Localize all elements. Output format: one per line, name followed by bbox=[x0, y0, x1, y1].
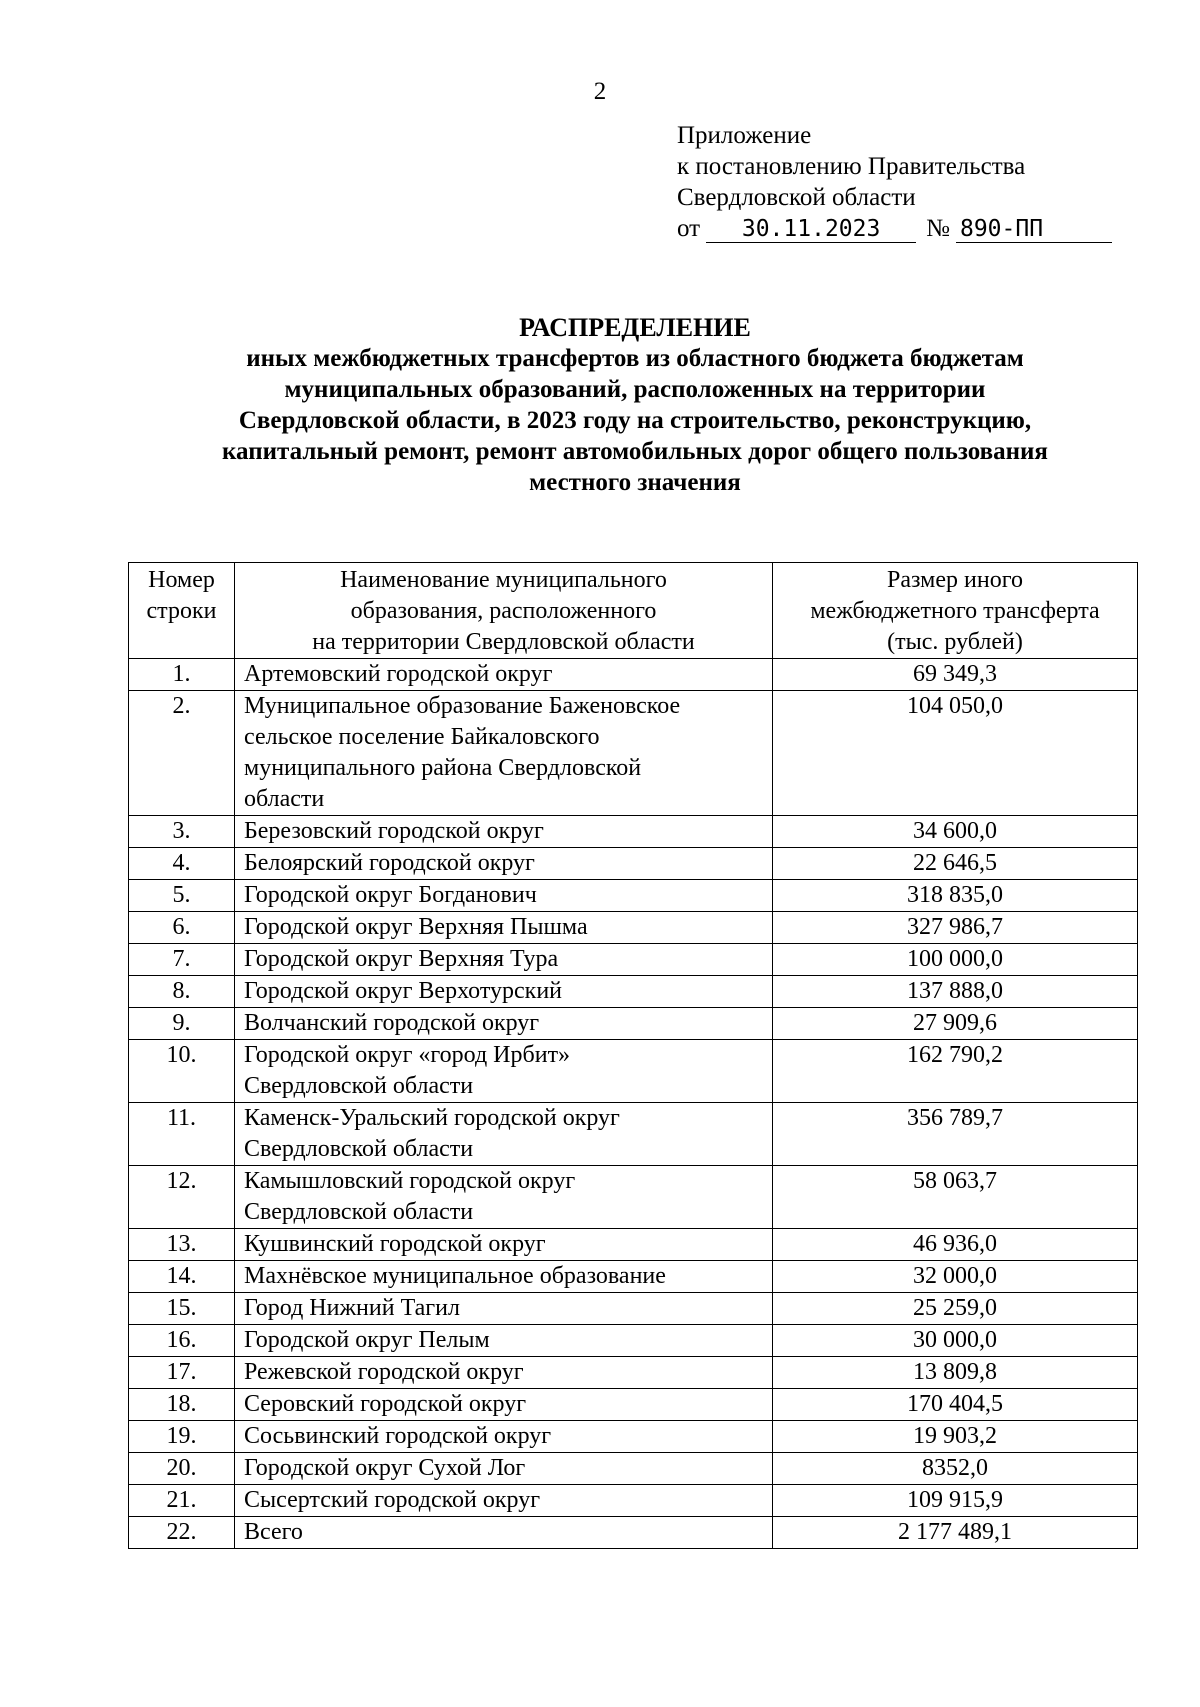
municipality-name-cell bbox=[235, 912, 773, 944]
municipality-name-cell bbox=[235, 944, 773, 976]
municipality-name-line: Камышловский городской округ bbox=[244, 1168, 576, 1194]
municipality-name-cell bbox=[235, 848, 773, 880]
row-number-cell: 11. bbox=[129, 1103, 235, 1166]
municipality-name-line: Режевской городской округ bbox=[244, 1359, 524, 1385]
appendix-line-3: Свердловской области bbox=[677, 184, 916, 211]
title-line: иных межбюджетных трансфертов из областного бюджета бюджетам bbox=[246, 345, 1024, 372]
transfer-amount-cell: 27 909,6 bbox=[773, 1008, 1138, 1040]
appendix-line-2: к постановлению Правительства bbox=[677, 153, 1026, 180]
municipality-name-cell bbox=[235, 1453, 773, 1485]
table-row bbox=[129, 944, 1138, 976]
municipality-name-line: Свердловской области bbox=[244, 1199, 474, 1225]
table-row bbox=[129, 1103, 1138, 1166]
municipality-name-cell bbox=[235, 1485, 773, 1517]
transfer-amount-cell: 30 000,0 bbox=[773, 1325, 1138, 1357]
row-number-cell: 5. bbox=[129, 880, 235, 912]
transfer-amount-cell: 2 177 489,1 bbox=[773, 1517, 1138, 1549]
transfer-amount-cell: 109 915,9 bbox=[773, 1485, 1138, 1517]
municipality-name-line: Белоярский городской округ bbox=[244, 850, 535, 876]
municipality-name-line: Городской округ Верхотурский bbox=[244, 978, 563, 1004]
municipality-name-line: Кушвинский городской округ bbox=[244, 1231, 546, 1257]
municipality-name-cell bbox=[235, 659, 773, 691]
transfer-amount-cell: 318 835,0 bbox=[773, 880, 1138, 912]
table-row bbox=[129, 1389, 1138, 1421]
table-row bbox=[129, 1008, 1138, 1040]
transfer-amount-cell: 19 903,2 bbox=[773, 1421, 1138, 1453]
row-number-cell: 20. bbox=[129, 1453, 235, 1485]
municipality-name-line: сельское поселение Байкаловского bbox=[244, 724, 600, 750]
table-row bbox=[129, 1229, 1138, 1261]
transfer-amount-cell: 356 789,7 bbox=[773, 1103, 1138, 1166]
municipality-name-line: Серовский городской округ bbox=[244, 1391, 527, 1417]
municipality-name-line: Волчанский городской округ bbox=[244, 1010, 540, 1036]
row-number-cell: 6. bbox=[129, 912, 235, 944]
municipality-name-cell bbox=[235, 691, 773, 816]
municipality-name-line: Всего bbox=[244, 1519, 303, 1545]
municipality-name-line: Городской округ Пелым bbox=[244, 1327, 490, 1353]
transfer-amount-cell: 22 646,5 bbox=[773, 848, 1138, 880]
table-row bbox=[129, 848, 1138, 880]
municipality-name-cell bbox=[235, 1008, 773, 1040]
row-number-cell: 15. bbox=[129, 1293, 235, 1325]
municipality-name-cell bbox=[235, 1040, 773, 1103]
distribution-table bbox=[128, 562, 1138, 1549]
document-title bbox=[150, 312, 1120, 498]
header-transfer-amount: Размер иного межбюджетного трансферта (тыс. рублей) bbox=[773, 563, 1138, 659]
row-number-cell: 18. bbox=[129, 1389, 235, 1421]
table-row bbox=[129, 1421, 1138, 1453]
row-number-cell: 14. bbox=[129, 1261, 235, 1293]
municipality-name-cell bbox=[235, 880, 773, 912]
document-number: 890-ПП bbox=[956, 216, 1112, 243]
municipality-name-line: области bbox=[244, 786, 325, 812]
table-row bbox=[129, 1325, 1138, 1357]
municipality-name-cell bbox=[235, 1229, 773, 1261]
title-line: муниципальных образований, расположенных на территории bbox=[284, 376, 986, 403]
transfer-amount-cell: 170 404,5 bbox=[773, 1389, 1138, 1421]
header-municipality-name: Наименование муниципального образования, расположенного на территории Свердловской области bbox=[235, 563, 773, 659]
row-number-cell: 17. bbox=[129, 1357, 235, 1389]
municipality-name-cell bbox=[235, 1357, 773, 1389]
municipality-name-cell bbox=[235, 1261, 773, 1293]
transfer-amount-cell: 34 600,0 bbox=[773, 816, 1138, 848]
municipality-name-line: Городской округ Богданович bbox=[244, 882, 537, 908]
appendix-line-1: Приложение bbox=[677, 122, 812, 149]
appendix-date-line bbox=[677, 213, 1112, 244]
transfer-amount-cell: 137 888,0 bbox=[773, 976, 1138, 1008]
table-row bbox=[129, 659, 1138, 691]
municipality-name-line: Каменск-Уральский городской округ bbox=[244, 1105, 620, 1131]
table-row bbox=[129, 816, 1138, 848]
row-number-cell: 7. bbox=[129, 944, 235, 976]
transfer-amount-cell: 104 050,0 bbox=[773, 691, 1138, 816]
municipality-name-line: Городской округ Верхняя Тура bbox=[244, 946, 559, 972]
transfer-amount-cell: 327 986,7 bbox=[773, 912, 1138, 944]
row-number-cell: 12. bbox=[129, 1166, 235, 1229]
row-number-cell: 13. bbox=[129, 1229, 235, 1261]
table-row bbox=[129, 912, 1138, 944]
row-number-cell: 10. bbox=[129, 1040, 235, 1103]
title-line: Свердловской области, в 2023 году на строительство, реконструкцию, bbox=[238, 407, 1032, 434]
title-line: капитальный ремонт, ремонт автомобильных дорог общего пользования bbox=[222, 438, 1048, 465]
table-row bbox=[129, 1485, 1138, 1517]
municipality-name-cell bbox=[235, 1389, 773, 1421]
municipality-name-line: Махнёвское муниципальное образование bbox=[244, 1263, 666, 1289]
table-row bbox=[129, 976, 1138, 1008]
municipality-name-cell bbox=[235, 1293, 773, 1325]
municipality-name-line: Свердловской области bbox=[244, 1073, 474, 1099]
title-line: местного значения bbox=[529, 469, 741, 496]
transfer-amount-cell: 100 000,0 bbox=[773, 944, 1138, 976]
municipality-name-line: Свердловской области bbox=[244, 1136, 474, 1162]
row-number-cell: 9. bbox=[129, 1008, 235, 1040]
municipality-name-cell bbox=[235, 1421, 773, 1453]
municipality-name-cell bbox=[235, 976, 773, 1008]
header-row-number: Номер строки bbox=[129, 563, 235, 659]
number-prefix: № bbox=[926, 215, 950, 242]
row-number-cell: 8. bbox=[129, 976, 235, 1008]
table-row bbox=[129, 1357, 1138, 1389]
transfer-amount-cell: 58 063,7 bbox=[773, 1166, 1138, 1229]
transfer-amount-cell: 32 000,0 bbox=[773, 1261, 1138, 1293]
municipality-name-line: Городской округ «город Ирбит» bbox=[244, 1042, 571, 1068]
municipality-name-cell bbox=[235, 1325, 773, 1357]
row-number-cell: 1. bbox=[129, 659, 235, 691]
municipality-name-cell bbox=[235, 1517, 773, 1549]
row-number-cell: 22. bbox=[129, 1517, 235, 1549]
title-heading: РАСПРЕДЕЛЕНИЕ bbox=[519, 313, 751, 342]
municipality-name-line: Городской округ Сухой Лог bbox=[244, 1455, 526, 1481]
table-row bbox=[129, 1040, 1138, 1103]
table-row bbox=[129, 1453, 1138, 1485]
table-row bbox=[129, 1261, 1138, 1293]
municipality-name-line: Городской округ Верхняя Пышма bbox=[244, 914, 588, 940]
municipality-name-line: муниципального района Свердловской bbox=[244, 755, 642, 781]
municipality-name-line: Артемовский городской округ bbox=[244, 661, 553, 687]
transfer-amount-cell: 69 349,3 bbox=[773, 659, 1138, 691]
transfer-amount-cell: 13 809,8 bbox=[773, 1357, 1138, 1389]
municipality-name-line: Березовский городской округ bbox=[244, 818, 544, 844]
row-number-cell: 3. bbox=[129, 816, 235, 848]
row-number-cell: 16. bbox=[129, 1325, 235, 1357]
row-number-cell: 19. bbox=[129, 1421, 235, 1453]
municipality-name-line: Сысертский городской округ bbox=[244, 1487, 541, 1513]
municipality-name-line: Муниципальное образование Баженовское bbox=[244, 693, 681, 719]
document-date: 30.11.2023 bbox=[706, 216, 916, 243]
appendix-block bbox=[677, 120, 1112, 244]
table-row bbox=[129, 880, 1138, 912]
table-row bbox=[129, 1517, 1138, 1549]
municipality-name-cell bbox=[235, 1103, 773, 1166]
municipality-name-line: Сосьвинский городской округ bbox=[244, 1423, 552, 1449]
table-header-row bbox=[129, 563, 1138, 659]
row-number-cell: 21. bbox=[129, 1485, 235, 1517]
page-number: 2 bbox=[593, 78, 607, 105]
table-row bbox=[129, 1166, 1138, 1229]
table-row bbox=[129, 691, 1138, 816]
transfer-amount-cell: 25 259,0 bbox=[773, 1293, 1138, 1325]
row-number-cell: 4. bbox=[129, 848, 235, 880]
transfer-amount-cell: 8352,0 bbox=[773, 1453, 1138, 1485]
municipality-name-line: Город Нижний Тагил bbox=[244, 1295, 460, 1321]
transfer-amount-cell: 46 936,0 bbox=[773, 1229, 1138, 1261]
municipality-name-cell bbox=[235, 816, 773, 848]
row-number-cell: 2. bbox=[129, 691, 235, 816]
transfer-amount-cell: 162 790,2 bbox=[773, 1040, 1138, 1103]
municipality-name-cell bbox=[235, 1166, 773, 1229]
date-prefix: от bbox=[677, 215, 701, 242]
table-row bbox=[129, 1293, 1138, 1325]
